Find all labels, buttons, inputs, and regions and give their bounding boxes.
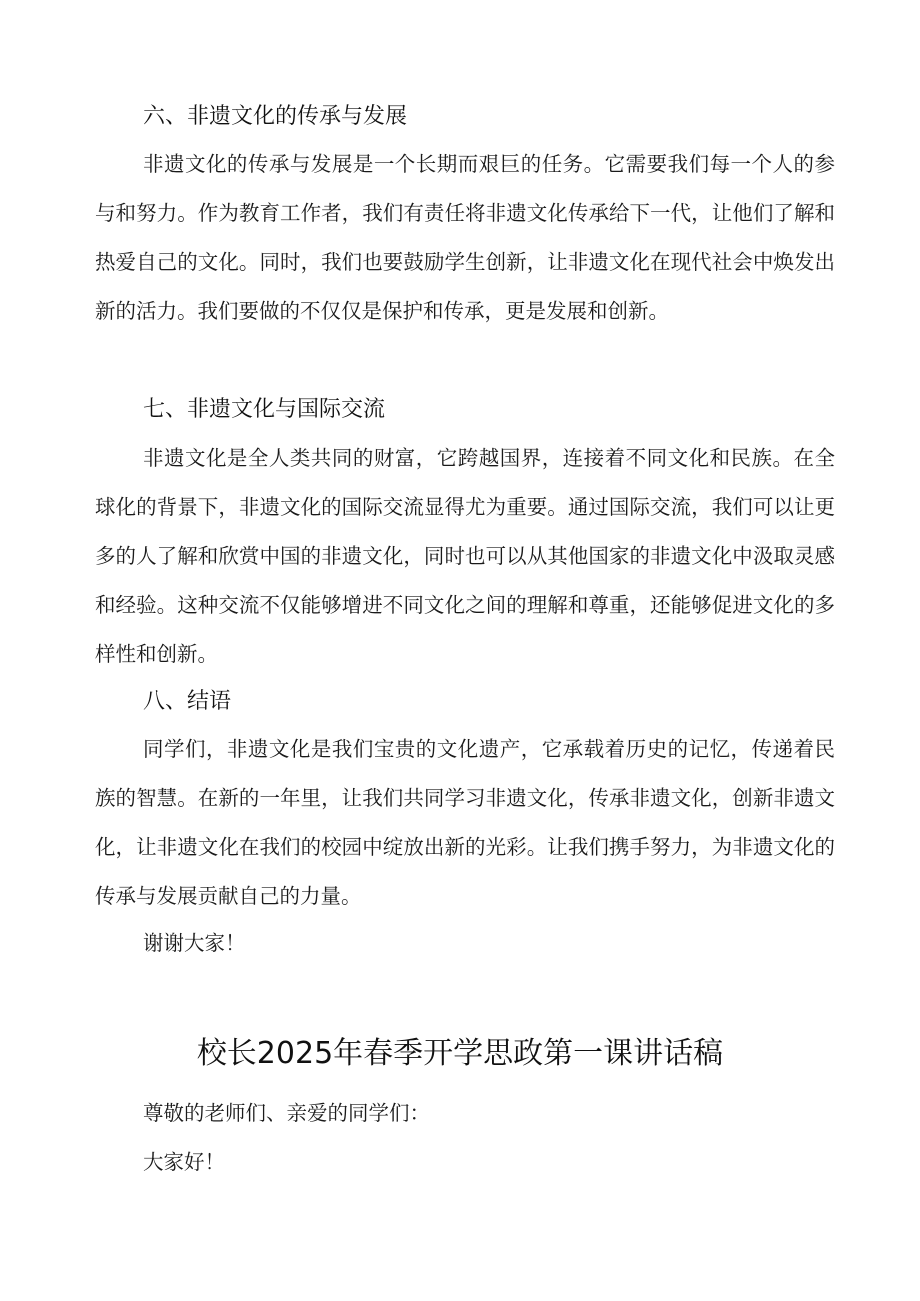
- section-6-heading: 六、非遗文化的传承与发展: [143, 104, 408, 129]
- section-7-heading: 七、非遗文化与国际交流: [143, 397, 386, 422]
- section-8-paragraph: 同学们，非遗文化是我们宝贵的文化遗产，它承载着历史的记忆，传递着民族的智慧。在新的一年里，让我们共同学习非遗文化，传承非遗文化，创新非遗文化，让非遗文化在我们的校园中绽放出新的光彩。让我们携手努力，为非遗文化的传承与发展贡献自己的力量。: [95, 737, 835, 908]
- greeting: 大家好！: [143, 1150, 225, 1174]
- document-title: 校长2025年春季开学思政第一课讲话稿: [196, 1036, 724, 1071]
- section-6-paragraph: 非遗文化的传承与发展是一个长期而艰巨的任务。它需要我们每一个人的参与和努力。作为教育工作者，我们有责任将非遗文化传承给下一代，让他们了解和热爱自己的文化。同时，我们也要鼓励学生创新，让非遗文化在现代社会中焕发出新的活力。我们要做的不仅仅是保护和传承，更是发展和创新。: [95, 152, 835, 323]
- closing-thanks: 谢谢大家！: [143, 931, 246, 955]
- salutation: 尊敬的老师们、亲爱的同学们：: [143, 1101, 430, 1125]
- section-8-heading: 八、结语: [143, 689, 232, 714]
- section-7-paragraph: 非遗文化是全人类共同的财富，它跨越国界，连接着不同文化和民族。在全球化的背景下，非遗文化的国际交流显得尤为重要。通过国际交流，我们可以让更多的人了解和欣赏中国的非遗文化，同时也可以从其他国家的非遗文化中汲取灵感和经验。这种交流不仅能够增进不同文化之间的理解和尊重，还能够促进文化的多样性和创新。: [95, 446, 835, 666]
